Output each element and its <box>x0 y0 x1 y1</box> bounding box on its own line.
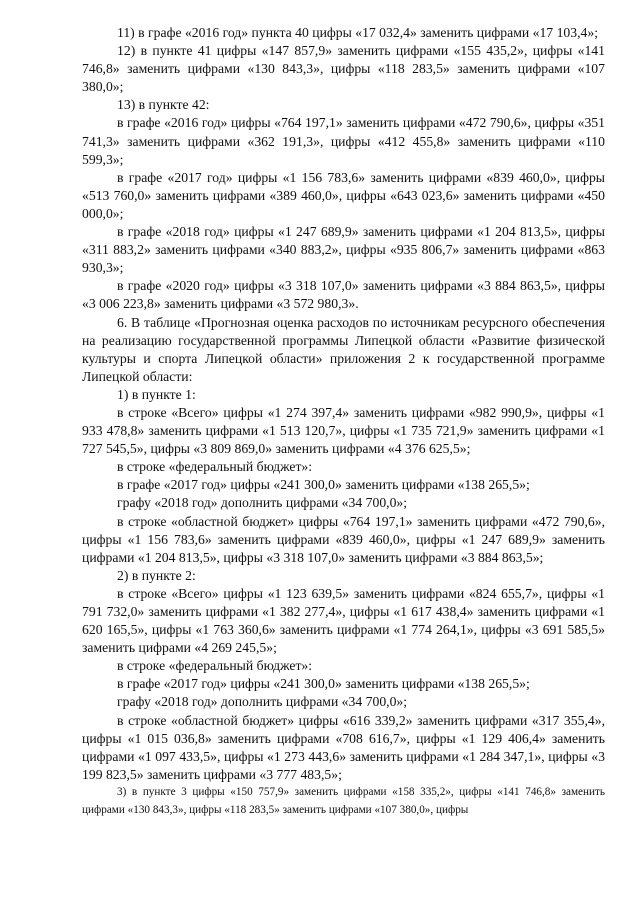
paragraph-point-1-federal-2018: графу «2018 год» дополнить цифрами «34 700,0»; <box>117 495 408 511</box>
paragraph-2017: в графе «2017 год» цифры «1 156 783,6» заменить цифрами «839 460,0», цифры «513 760,0» заменить цифрами «389 460,0», цифры «643 023,6» заменить цифрами «450 000,0»; <box>82 169 605 221</box>
paragraph-item-11: 11) в графе «2016 год» пункта 40 цифры «17 032,4» заменить цифрами «17 103,4»; <box>117 25 599 40</box>
paragraph-2018: в графе «2018 год» цифры «1 247 689,9» заменить цифрами «1 204 813,5», цифры «311 883,2» заменить цифрами «340 883,2», цифры «935 806,7» заменить цифрами «863 930,3»; <box>82 224 605 276</box>
paragraph-item-12: 12) в пункте 41 цифры «147 857,9» заменить цифрами «155 435,2», цифры «141 746,8» заменить цифрами «130 843,3», цифры «118 283,5» заменить цифрами «107 380,0»; <box>82 43 605 95</box>
paragraph-point-2-federal-2018: графу «2018 год» дополнить цифрами «34 700,0»; <box>117 694 408 710</box>
paragraph-2016: в графе «2016 год» цифры «764 197,1» заменить цифрами «472 790,6», цифры «351 741,3» заменить цифрами «362 191,3», цифры «412 455,8» заменить цифрами «110 599,3»; <box>82 115 605 167</box>
paragraph-point-1-total: в строке «Всего» цифры «1 274 397,4» заменить цифрами «982 990,9», цифры «1 933 478,8» заменить цифрами «1 513 120,7», цифры «1 735 721,9» заменить цифрами «1 727 545,5», цифры «3 809 869,0» заменить цифрами «4 376 625,5»; <box>82 404 605 457</box>
paragraph-point-2-total: в строке «Всего» цифры «1 123 639,5» заменить цифрами «824 655,7», цифры «1 791 732,0» заменить цифрами «1 382 277,4», цифры «1 617 438,4» заменить цифрами «1 620 165,5», цифры «1 763 360,6» заменить цифрами «1 774 264,1», цифры «3 691 585,5» заменить цифрами «4 269 245,5»; <box>82 585 605 656</box>
paragraph-point-2-federal-2017: в графе «2017 год» цифры «241 300,0» заменить цифрами «138 265,5»; <box>117 676 530 692</box>
document-page <box>82 24 605 819</box>
paragraph-point-1: 1) в пункте 1: <box>117 386 196 402</box>
paragraph-point-1-regional: в строке «областной бюджет» цифры «764 197,1» заменить цифрами «472 790,6», цифры «1 156 783,6» заменить цифрами «839 460,0», цифры «1 247 689,9» заменить цифрами «1 204 813,5», цифры «3 318 107,0» заменить цифрами «3 884 863,5»; <box>82 513 605 565</box>
paragraph-point-3: 3) в пункте 3 цифры «150 757,9» заменить цифрами «158 335,2», цифры «141 746,8» заменить цифрами «130 843,3», цифры «118 283,5» заменить цифрами «107 380,0», цифры <box>82 786 605 816</box>
paragraph-2020: в графе «2020 год» цифры «3 318 107,0» заменить цифрами «3 884 863,5», цифры «3 006 223,8» заменить цифрами «3 572 980,3». <box>82 278 605 312</box>
paragraph-item-13: 13) в пункте 42: <box>117 97 210 113</box>
paragraph-point-2-regional: в строке «областной бюджет» цифры «616 339,2» заменить цифрами «317 355,4», цифры «1 015 036,8» заменить цифрами «708 616,7», цифры «1 129 406,4» заменить цифрами «1 097 433,5», цифры «1 273 443,6» заменить цифрами «1 284 347,1», цифры «3 199 823,5» заменить цифрами «3 777 483,5»; <box>82 712 605 782</box>
paragraph-point-1-federal: в строке «федеральный бюджет»: <box>117 459 313 475</box>
paragraph-section-6: 6. В таблице «Прогнозная оценка расходов по источникам ресурсного обеспечения на реализацию государственной программы Липецкой области «Развитие физической культуры и спорта Липецкой области» приложения 2 к государственной программе Липецкой области: <box>82 314 605 384</box>
paragraph-point-2-federal: в строке «федеральный бюджет»: <box>117 658 313 674</box>
paragraph-point-2: 2) в пункте 2: <box>117 567 196 583</box>
paragraph-point-1-federal-2017: в графе «2017 год» цифры «241 300,0» заменить цифрами «138 265,5»; <box>117 477 530 493</box>
